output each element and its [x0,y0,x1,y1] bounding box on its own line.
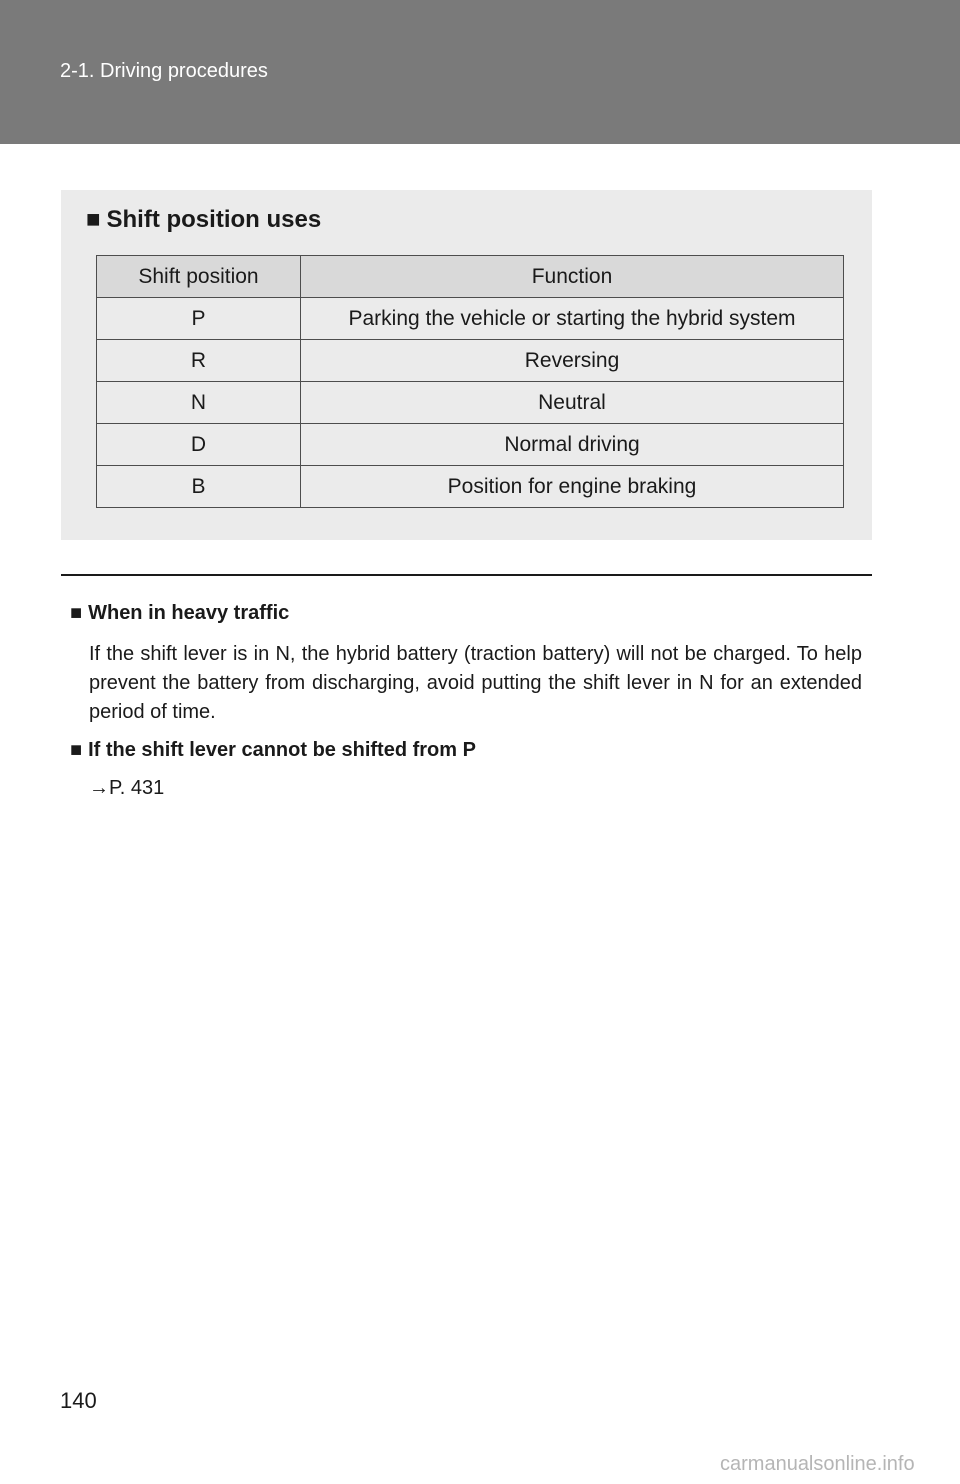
square-bullet-icon: ■ [86,206,101,233]
table-row [97,466,844,508]
shift-position-cell: R [97,340,301,382]
square-bullet-icon: ■ [70,602,83,624]
function-cell: Normal driving [301,424,844,466]
table-row [97,424,844,466]
table-row [97,382,844,424]
section-title: 2-1. Driving procedures [60,60,268,82]
shift-position-cell: D [97,424,301,466]
heavy-traffic-heading-text: When in heavy traffic [88,602,290,624]
heavy-traffic-heading [70,602,289,625]
table-row [97,298,844,340]
panel-heading-text: Shift position uses [106,206,322,233]
shift-position-table [96,255,844,508]
shift-lever-heading [70,739,476,762]
watermark: carmanualsonline.info [720,1453,915,1475]
page-reference-link[interactable]: →P. 431 [89,777,165,799]
column-header-function: Function [301,256,844,298]
shift-position-cell: B [97,466,301,508]
header-band [0,0,960,144]
function-cell: Neutral [301,382,844,424]
section-divider [61,574,872,576]
shift-position-panel [61,190,872,540]
square-bullet-icon: ■ [70,739,83,761]
function-cell: Position for engine braking [301,466,844,508]
panel-heading [86,206,321,234]
table-row [97,340,844,382]
function-cell: Parking the vehicle or starting the hybrid system [301,298,844,340]
shift-lever-heading-text: If the shift lever cannot be shifted from P [88,739,476,761]
heavy-traffic-body: If the shift lever is in N, the hybrid battery (traction battery) will not be charged. To help prevent the battery from discharging, avoid putting the shift lever in N for an extended period of time. [89,643,862,723]
table-header-row [97,256,844,298]
shift-position-cell: N [97,382,301,424]
column-header-shift-position: Shift position [97,256,301,298]
page-number: 140 [60,1388,97,1413]
function-cell: Reversing [301,340,844,382]
shift-position-cell: P [97,298,301,340]
